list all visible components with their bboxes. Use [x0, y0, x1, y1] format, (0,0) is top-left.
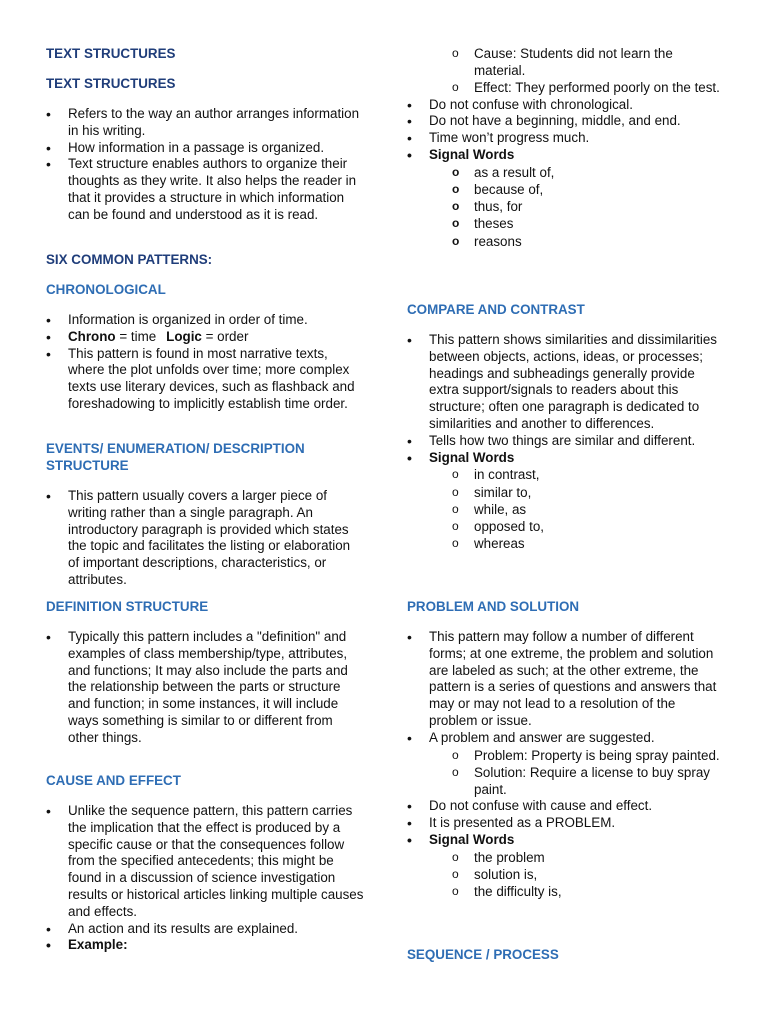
chrono-term: Chrono	[68, 328, 116, 344]
title-section	[46, 45, 364, 62]
signal-word: o while, as	[407, 501, 725, 518]
problem-example-sublist	[407, 747, 725, 799]
signal-word: o the difficulty is,	[407, 883, 725, 900]
signal-words-label: • Signal Words	[407, 147, 725, 164]
list-item: • An action and its results are explained.	[46, 921, 364, 938]
signal-word: o the problem	[407, 849, 725, 866]
list-item: • This pattern is found in most narrative texts, where the plot unfolds over time; more complex texts use literary devices, such as flashback and foreshadowing to implicitly establish time order.	[46, 346, 364, 413]
section-title: TEXT STRUCTURES	[46, 76, 176, 91]
list-item: • Refers to the way an author arranges information in his writing.	[46, 106, 364, 140]
list-item: • Do not have a beginning, middle, and end.	[407, 113, 725, 130]
events-heading: EVENTS/ ENUMERATION/ DESCRIPTION STRUCTURE	[46, 441, 305, 473]
six-patterns-heading: SIX COMMON PATTERNS:	[46, 252, 213, 267]
list-item: • Example:	[46, 937, 364, 954]
subtitle-section	[46, 75, 364, 92]
sequence-heading: SEQUENCE / PROCESS	[407, 947, 559, 962]
compare-signal-words	[407, 466, 725, 552]
cause-effect-heading: CAUSE AND EFFECT	[46, 773, 181, 788]
example-sublist	[407, 45, 725, 97]
sub-item: o Effect: They performed poorly on the test.	[407, 79, 725, 96]
list-item: • Do not confuse with chronological.	[407, 97, 725, 114]
list-item	[46, 329, 364, 346]
signal-word: o thus, for	[407, 198, 725, 215]
logic-definition: = order	[201, 328, 249, 344]
chrono-definition: = time	[115, 328, 157, 344]
list-item: • Do not confuse with cause and effect.	[407, 798, 725, 815]
intro-list	[46, 106, 364, 224]
cause-example-section	[407, 45, 725, 250]
cause-signal-words	[407, 164, 725, 250]
page-title: TEXT STRUCTURES	[46, 46, 176, 61]
intro-list-section	[46, 106, 364, 224]
events-section	[46, 440, 364, 589]
signal-word: o similar to,	[407, 484, 725, 501]
chronological-section	[46, 281, 364, 413]
list-item: • Unlike the sequence pattern, this pattern carries the implication that the effect is produced by a specific cause or that the consequences follow from the specified antecedents; this might be found in a discussion of science investigation results or historical articles linking multiple causes and effects.	[46, 803, 364, 921]
sub-item: o Cause: Students did not learn the material.	[407, 45, 725, 79]
sub-item: o Solution: Require a license to buy spray paint.	[407, 764, 725, 798]
signal-word: o reasons	[407, 233, 725, 250]
list-item: • Text structure enables authors to organize their thoughts as they write. It also helps the reader in that it provides a structure in which information can be found and understood as it is read.	[46, 156, 364, 223]
list-item: • Time won’t progress much.	[407, 130, 725, 147]
problem-solution-heading: PROBLEM AND SOLUTION	[407, 599, 580, 614]
problem-signal-words	[407, 849, 725, 901]
list-item: • A problem and answer are suggested.	[407, 730, 725, 747]
list-item: • This pattern usually covers a larger piece of writing rather than a single paragraph. An introductory paragraph is provided which states the topic and facilitates the listing or elaboration of important descriptions, characteristics, or attributes.	[46, 488, 364, 589]
chronological-list	[46, 312, 364, 413]
chronological-heading: CHRONOLOGICAL	[46, 282, 166, 297]
problem-notes-list	[407, 798, 725, 848]
signal-word: o whereas	[407, 535, 725, 552]
logic-term: Logic	[166, 328, 202, 344]
problem-list	[407, 629, 725, 747]
cause-effect-section	[46, 772, 364, 954]
signal-words-label: • Signal Words	[407, 832, 725, 849]
events-list	[46, 488, 364, 589]
compare-contrast-section	[407, 301, 725, 552]
cause-notes-list	[407, 97, 725, 164]
signal-word: o solution is,	[407, 866, 725, 883]
definition-heading: DEFINITION STRUCTURE	[46, 599, 209, 614]
signal-words-label: • Signal Words	[407, 450, 725, 467]
compare-list	[407, 332, 725, 466]
list-item: • Information is organized in order of time.	[46, 312, 364, 329]
list-item: • Typically this pattern includes a "definition" and examples of class membership/type, attributes, and functions; It may also include the parts and the relationship between the parts or structure and function; in some instances, it will include ways something is similar to or different from other things.	[46, 629, 364, 747]
signal-word: o because of,	[407, 181, 725, 198]
cause-effect-list	[46, 803, 364, 954]
list-item: • It is presented as a PROBLEM.	[407, 815, 725, 832]
sub-item: o Problem: Property is being spray painted.	[407, 747, 725, 764]
signal-word: o as a result of,	[407, 164, 725, 181]
list-item: • This pattern may follow a number of different forms; at one extreme, the problem and solution are labeled as such; at the other extreme, the pattern is a series of questions and answers that may or may not lead to a resolution of the problem or issue.	[407, 629, 725, 730]
problem-solution-section	[407, 598, 725, 900]
sequence-section	[407, 946, 725, 963]
signal-word: o theses	[407, 215, 725, 232]
list-item: • Tells how two things are similar and different.	[407, 433, 725, 450]
list-item: • How information in a passage is organized.	[46, 140, 364, 157]
compare-contrast-heading: COMPARE AND CONTRAST	[407, 302, 585, 317]
signal-word: o opposed to,	[407, 518, 725, 535]
list-item: • This pattern shows similarities and dissimilarities between objects, actions, ideas, or processes; headings and subheadings generally provide extra support/signals to readers about this structure; often one paragraph is dedicated to similarities and another to differences.	[407, 332, 725, 433]
signal-word: o in contrast,	[407, 466, 725, 483]
definition-list	[46, 629, 364, 747]
definition-section	[46, 598, 364, 747]
six-patterns-section	[46, 251, 364, 268]
